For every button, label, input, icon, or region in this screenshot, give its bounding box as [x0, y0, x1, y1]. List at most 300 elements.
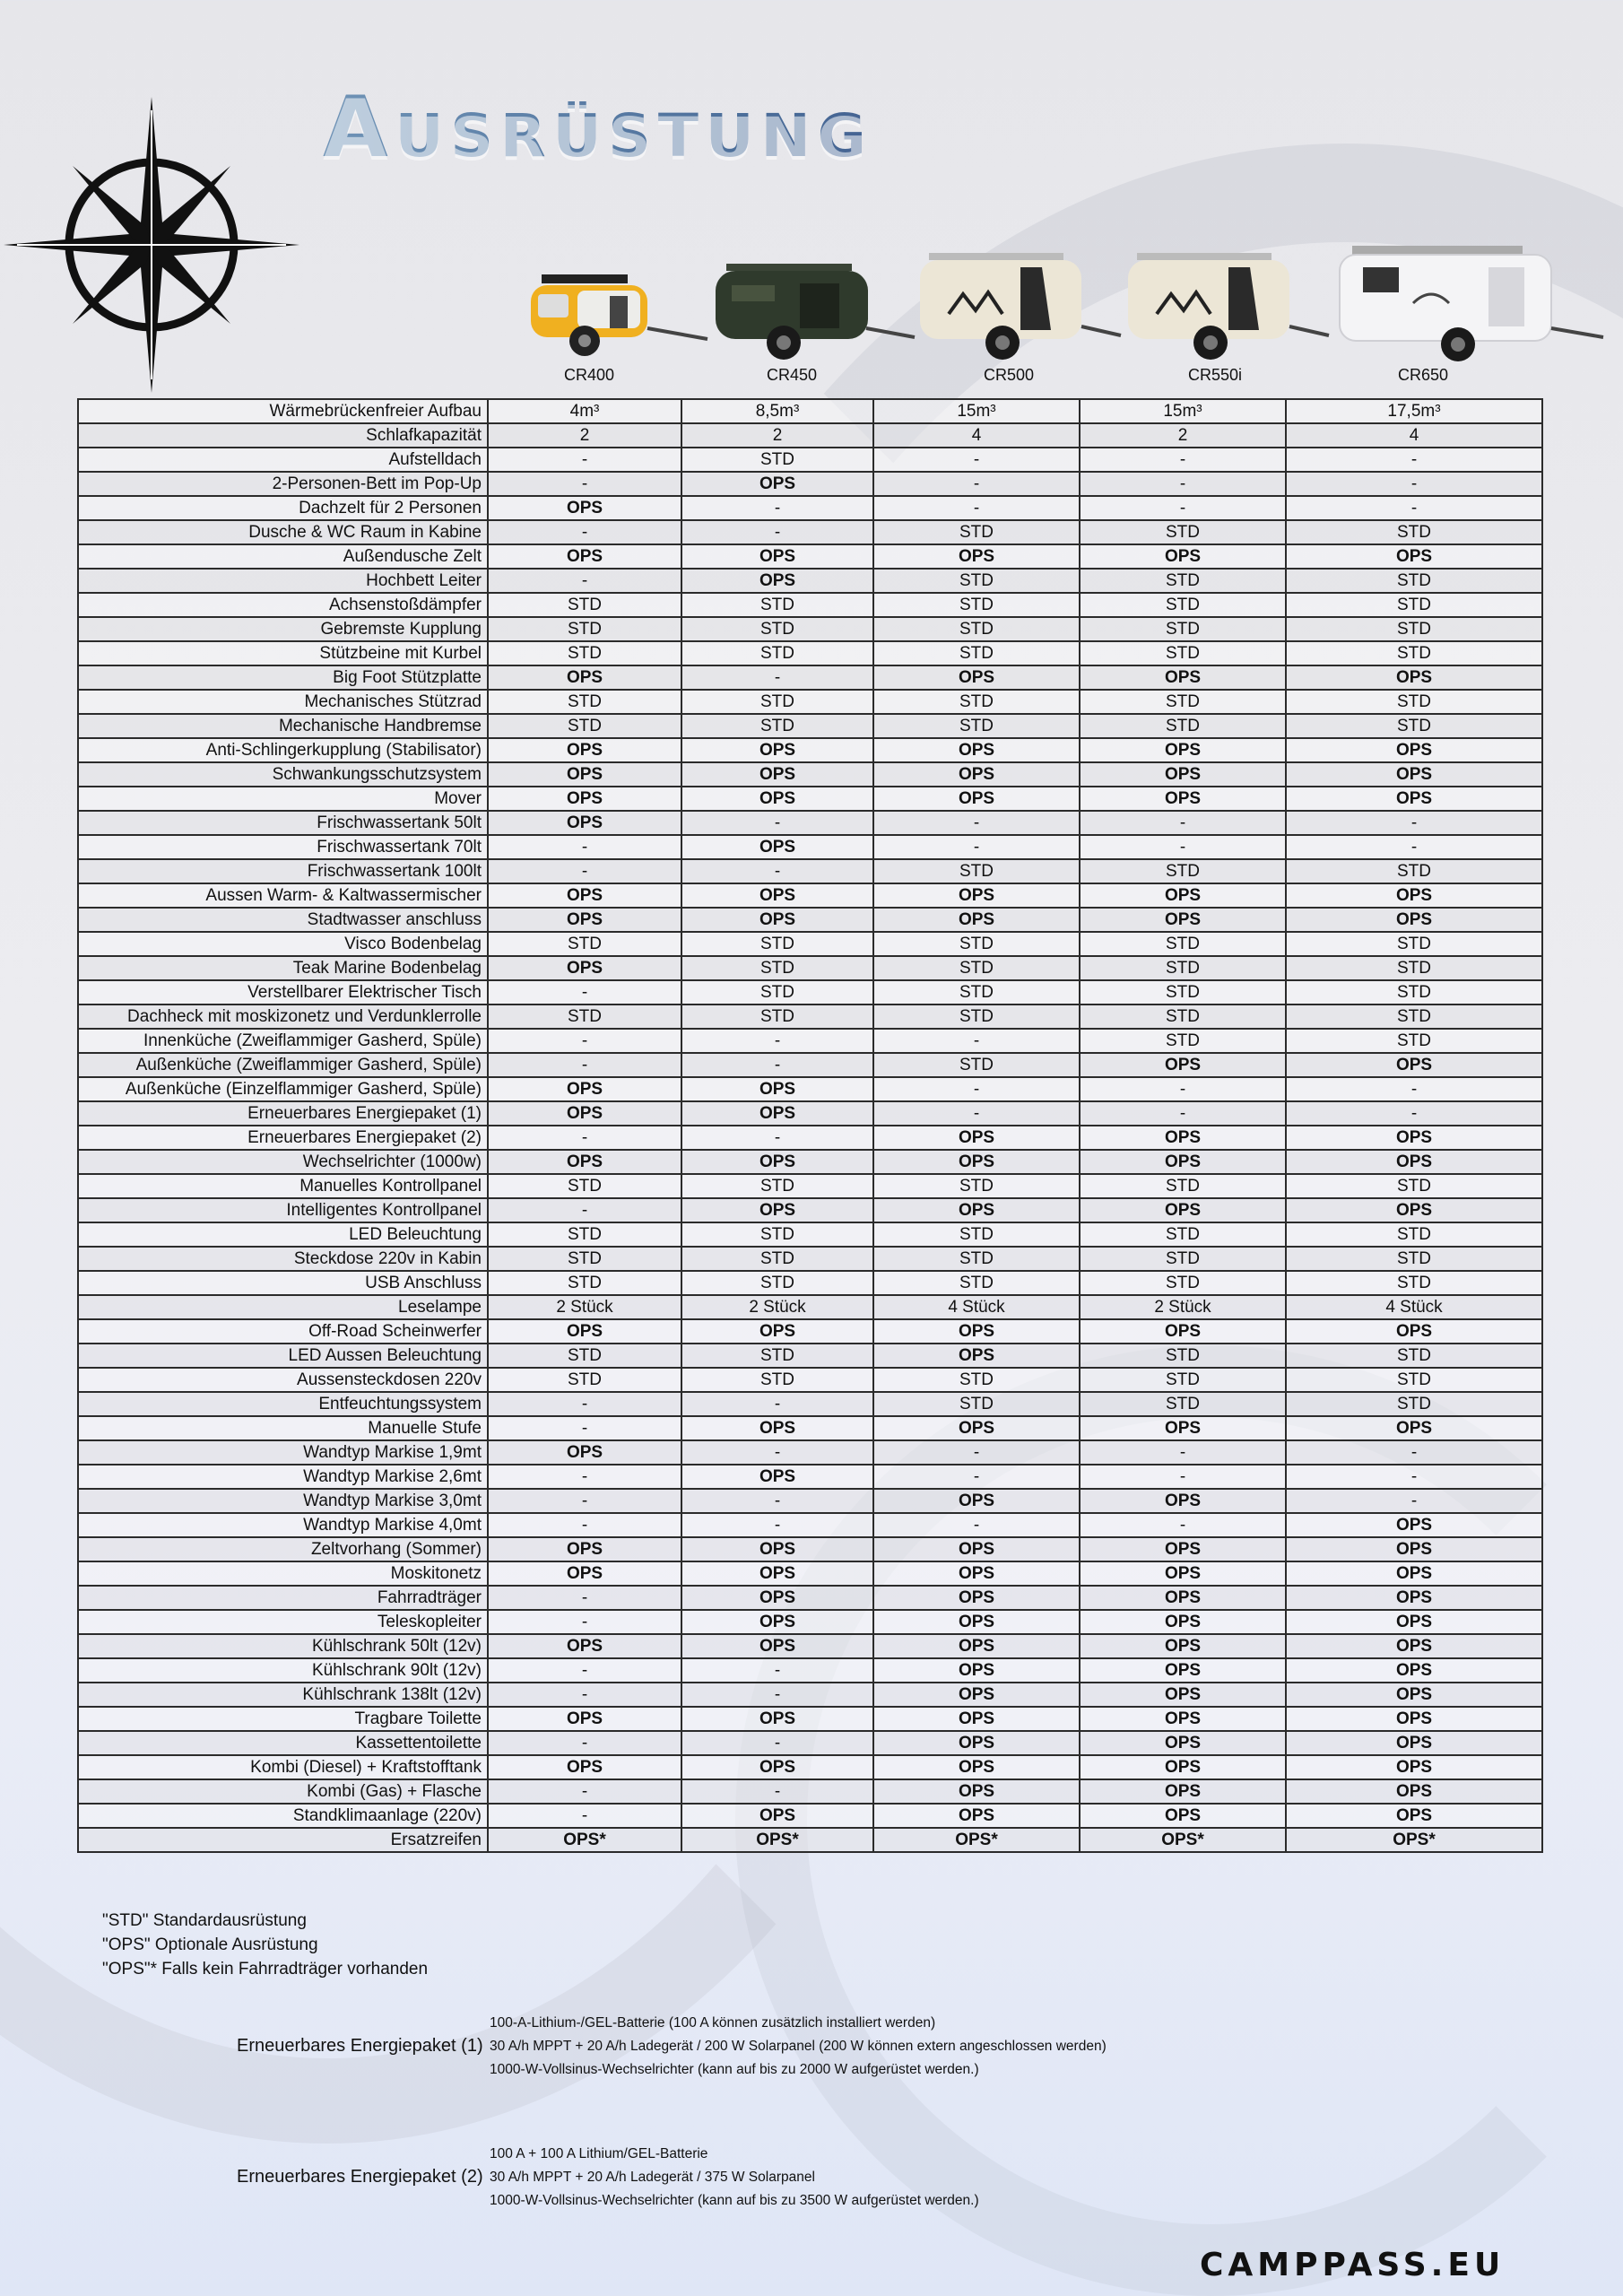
- value-cell-cr450: STD: [681, 1247, 873, 1271]
- value-cell-cr400: -: [488, 1513, 681, 1537]
- feature-name: Mechanische Handbremse: [78, 714, 488, 738]
- table-row: [78, 423, 1542, 448]
- value-cell-cr550i: STD: [1080, 1247, 1286, 1271]
- value-cell-cr400: -: [488, 1731, 681, 1755]
- value-cell-cr500: STD: [873, 641, 1080, 665]
- value-cell-cr500: STD: [873, 1368, 1080, 1392]
- package-2-label: Erneuerbares Energiepaket (2): [237, 2167, 483, 2187]
- value-cell-cr400: STD: [488, 1368, 681, 1392]
- table-row: [78, 980, 1542, 1004]
- trailer-cr400-image: [524, 240, 712, 373]
- value-cell-cr400: STD: [488, 1174, 681, 1198]
- value-cell-cr400: OPS: [488, 787, 681, 811]
- value-cell-cr400: -: [488, 1683, 681, 1707]
- table-row: [78, 1489, 1542, 1513]
- feature-name: Achsenstoßdämpfer: [78, 593, 488, 617]
- value-cell-cr400: -: [488, 1029, 681, 1053]
- value-cell-cr450: STD: [681, 1004, 873, 1029]
- value-cell-cr400: STD: [488, 1271, 681, 1295]
- value-cell-cr400: -: [488, 472, 681, 496]
- value-cell-cr400: -: [488, 1465, 681, 1489]
- value-cell-cr450: 8,5m³: [681, 399, 873, 423]
- value-cell-cr550i: OPS: [1080, 1804, 1286, 1828]
- value-cell-cr400: STD: [488, 714, 681, 738]
- value-cell-cr400: OPS: [488, 1755, 681, 1779]
- table-row: [78, 762, 1542, 787]
- table-row: [78, 1779, 1542, 1804]
- value-cell-cr550i: OPS: [1080, 1779, 1286, 1804]
- value-cell-cr450: OPS: [681, 1198, 873, 1222]
- value-cell-cr450: STD: [681, 1344, 873, 1368]
- value-cell-cr450: OPS: [681, 1707, 873, 1731]
- value-cell-cr500: OPS: [873, 738, 1080, 762]
- value-cell-cr450: OPS: [681, 569, 873, 593]
- value-cell-cr450: OPS: [681, 787, 873, 811]
- value-cell-cr650: -: [1286, 811, 1542, 835]
- value-cell-cr400: OPS: [488, 496, 681, 520]
- value-cell-cr450: -: [681, 496, 873, 520]
- feature-name: Kühlschrank 138lt (12v): [78, 1683, 488, 1707]
- value-cell-cr650: OPS: [1286, 1537, 1542, 1561]
- trailer-cr550i-image: [1124, 240, 1332, 373]
- value-cell-cr650: -: [1286, 1440, 1542, 1465]
- feature-name: Entfeuchtungssystem: [78, 1392, 488, 1416]
- value-cell-cr550i: STD: [1080, 1222, 1286, 1247]
- value-cell-cr650: OPS: [1286, 1683, 1542, 1707]
- model-label-cr650: CR650: [1397, 366, 1449, 384]
- value-cell-cr550i: -: [1080, 1513, 1286, 1537]
- value-cell-cr500: OPS: [873, 1126, 1080, 1150]
- value-cell-cr650: STD: [1286, 1004, 1542, 1029]
- value-cell-cr400: OPS*: [488, 1828, 681, 1852]
- value-cell-cr500: -: [873, 1029, 1080, 1053]
- value-cell-cr500: OPS: [873, 762, 1080, 787]
- value-cell-cr650: OPS: [1286, 908, 1542, 932]
- value-cell-cr400: 2 Stück: [488, 1295, 681, 1319]
- value-cell-cr650: -: [1286, 472, 1542, 496]
- value-cell-cr450: -: [681, 1683, 873, 1707]
- value-cell-cr500: OPS: [873, 1658, 1080, 1683]
- table-row: [78, 1610, 1542, 1634]
- value-cell-cr650: 4 Stück: [1286, 1295, 1542, 1319]
- value-cell-cr450: OPS: [681, 835, 873, 859]
- value-cell-cr650: -: [1286, 1465, 1542, 1489]
- model-label-cr450: CR450: [766, 366, 818, 384]
- value-cell-cr650: -: [1286, 1101, 1542, 1126]
- value-cell-cr550i: -: [1080, 1077, 1286, 1101]
- package-1-line: 1000-W-Vollsinus-Wechselrichter (kann auf bis zu 2000 W aufgerüstet werden.): [490, 2062, 979, 2077]
- value-cell-cr400: OPS: [488, 883, 681, 908]
- value-cell-cr550i: STD: [1080, 617, 1286, 641]
- value-cell-cr550i: OPS: [1080, 544, 1286, 569]
- table-row: [78, 1029, 1542, 1053]
- table-row: [78, 1198, 1542, 1222]
- value-cell-cr550i: -: [1080, 835, 1286, 859]
- package-1-details: [490, 2012, 1107, 2082]
- value-cell-cr450: STD: [681, 1222, 873, 1247]
- value-cell-cr550i: STD: [1080, 714, 1286, 738]
- feature-name: Visco Bodenbelag: [78, 932, 488, 956]
- feature-name: Erneuerbares Energiepaket (2): [78, 1126, 488, 1150]
- value-cell-cr400: -: [488, 1489, 681, 1513]
- brand-logo: CAMPPASS.EU: [1200, 2247, 1506, 2283]
- value-cell-cr450: -: [681, 665, 873, 690]
- value-cell-cr650: OPS: [1286, 1610, 1542, 1634]
- value-cell-cr650: OPS: [1286, 1707, 1542, 1731]
- table-row: [78, 520, 1542, 544]
- feature-name: Stützbeine mit Kurbel: [78, 641, 488, 665]
- value-cell-cr450: -: [681, 1658, 873, 1683]
- value-cell-cr450: -: [681, 1029, 873, 1053]
- value-cell-cr450: OPS: [681, 1077, 873, 1101]
- value-cell-cr400: OPS: [488, 1634, 681, 1658]
- value-cell-cr450: STD: [681, 641, 873, 665]
- value-cell-cr550i: STD: [1080, 1344, 1286, 1368]
- package-2-line: 1000-W-Vollsinus-Wechselrichter (kann auf bis zu 3500 W aufgerüstet werden.): [490, 2193, 979, 2208]
- table-row: [78, 1537, 1542, 1561]
- feature-name: Steckdose 220v in Kabin: [78, 1247, 488, 1271]
- value-cell-cr550i: OPS: [1080, 883, 1286, 908]
- table-row: [78, 738, 1542, 762]
- value-cell-cr550i: -: [1080, 811, 1286, 835]
- value-cell-cr550i: OPS: [1080, 1319, 1286, 1344]
- value-cell-cr550i: -: [1080, 1101, 1286, 1126]
- value-cell-cr450: OPS: [681, 1150, 873, 1174]
- value-cell-cr500: STD: [873, 1247, 1080, 1271]
- value-cell-cr400: OPS: [488, 665, 681, 690]
- value-cell-cr650: OPS: [1286, 1658, 1542, 1683]
- value-cell-cr500: OPS: [873, 908, 1080, 932]
- table-row: [78, 908, 1542, 932]
- table-row: [78, 1804, 1542, 1828]
- value-cell-cr400: OPS: [488, 1707, 681, 1731]
- feature-name: Anti-Schlingerkupplung (Stabilisator): [78, 738, 488, 762]
- value-cell-cr450: OPS: [681, 544, 873, 569]
- package-2-details: [490, 2143, 979, 2213]
- table-row: [78, 932, 1542, 956]
- value-cell-cr450: -: [681, 1513, 873, 1537]
- feature-name: Tragbare Toilette: [78, 1707, 488, 1731]
- value-cell-cr450: OPS: [681, 1537, 873, 1561]
- feature-name: Dusche & WC Raum in Kabine: [78, 520, 488, 544]
- value-cell-cr400: STD: [488, 641, 681, 665]
- value-cell-cr500: OPS*: [873, 1828, 1080, 1852]
- value-cell-cr550i: STD: [1080, 1392, 1286, 1416]
- equipment-table: [77, 398, 1543, 1853]
- value-cell-cr550i: OPS: [1080, 1198, 1286, 1222]
- table-row: [78, 1126, 1542, 1150]
- feature-name: Wandtyp Markise 2,6mt: [78, 1465, 488, 1489]
- value-cell-cr400: 4m³: [488, 399, 681, 423]
- feature-name: Kombi (Gas) + Flasche: [78, 1779, 488, 1804]
- value-cell-cr400: STD: [488, 690, 681, 714]
- value-cell-cr500: STD: [873, 690, 1080, 714]
- value-cell-cr550i: STD: [1080, 1004, 1286, 1029]
- value-cell-cr400: -: [488, 1586, 681, 1610]
- value-cell-cr450: OPS: [681, 1755, 873, 1779]
- feature-name: Wärmebrückenfreier Aufbau: [78, 399, 488, 423]
- value-cell-cr550i: 15m³: [1080, 399, 1286, 423]
- value-cell-cr450: STD: [681, 690, 873, 714]
- table-row: [78, 544, 1542, 569]
- value-cell-cr550i: OPS: [1080, 1707, 1286, 1731]
- value-cell-cr500: STD: [873, 1174, 1080, 1198]
- value-cell-cr550i: OPS: [1080, 1683, 1286, 1707]
- value-cell-cr450: 2: [681, 423, 873, 448]
- value-cell-cr550i: STD: [1080, 1174, 1286, 1198]
- value-cell-cr400: -: [488, 859, 681, 883]
- value-cell-cr400: STD: [488, 1344, 681, 1368]
- value-cell-cr500: -: [873, 496, 1080, 520]
- value-cell-cr650: OPS: [1286, 1731, 1542, 1755]
- legend: [102, 1909, 428, 1981]
- value-cell-cr400: OPS: [488, 1561, 681, 1586]
- value-cell-cr500: OPS: [873, 1319, 1080, 1344]
- value-cell-cr550i: 2: [1080, 423, 1286, 448]
- table-row: [78, 690, 1542, 714]
- table-row: [78, 641, 1542, 665]
- value-cell-cr650: OPS: [1286, 1779, 1542, 1804]
- trailer-cr650-image: [1332, 240, 1607, 373]
- feature-name: Teak Marine Bodenbelag: [78, 956, 488, 980]
- feature-name: Schwankungsschutzsystem: [78, 762, 488, 787]
- value-cell-cr500: OPS: [873, 544, 1080, 569]
- value-cell-cr450: STD: [681, 1174, 873, 1198]
- value-cell-cr400: OPS: [488, 1077, 681, 1101]
- feature-name: Dachzelt für 2 Personen: [78, 496, 488, 520]
- value-cell-cr500: OPS: [873, 1804, 1080, 1828]
- feature-name: Kühlschrank 90lt (12v): [78, 1658, 488, 1683]
- feature-name: Leselampe: [78, 1295, 488, 1319]
- value-cell-cr400: 2: [488, 423, 681, 448]
- value-cell-cr400: OPS: [488, 1537, 681, 1561]
- table-row: [78, 1513, 1542, 1537]
- feature-name: Kombi (Diesel) + Kraftstofftank: [78, 1755, 488, 1779]
- value-cell-cr650: OPS: [1286, 738, 1542, 762]
- value-cell-cr650: STD: [1286, 617, 1542, 641]
- value-cell-cr500: OPS: [873, 1198, 1080, 1222]
- value-cell-cr650: STD: [1286, 1222, 1542, 1247]
- value-cell-cr650: STD: [1286, 641, 1542, 665]
- value-cell-cr450: -: [681, 811, 873, 835]
- value-cell-cr500: 4 Stück: [873, 1295, 1080, 1319]
- value-cell-cr650: -: [1286, 1077, 1542, 1101]
- value-cell-cr500: OPS: [873, 665, 1080, 690]
- value-cell-cr550i: STD: [1080, 1368, 1286, 1392]
- value-cell-cr650: STD: [1286, 980, 1542, 1004]
- value-cell-cr650: STD: [1286, 932, 1542, 956]
- legend-std: "STD" Standardausrüstung: [102, 1911, 307, 1930]
- value-cell-cr500: 15m³: [873, 399, 1080, 423]
- value-cell-cr650: STD: [1286, 859, 1542, 883]
- value-cell-cr650: STD: [1286, 593, 1542, 617]
- value-cell-cr500: OPS: [873, 1755, 1080, 1779]
- value-cell-cr550i: STD: [1080, 520, 1286, 544]
- feature-name: Wandtyp Markise 3,0mt: [78, 1489, 488, 1513]
- value-cell-cr450: OPS: [681, 1586, 873, 1610]
- value-cell-cr500: OPS: [873, 1150, 1080, 1174]
- value-cell-cr550i: STD: [1080, 859, 1286, 883]
- table-row: [78, 1368, 1542, 1392]
- feature-name: Kassettentoilette: [78, 1731, 488, 1755]
- value-cell-cr650: OPS: [1286, 1198, 1542, 1222]
- value-cell-cr550i: OPS: [1080, 787, 1286, 811]
- value-cell-cr550i: OPS: [1080, 1634, 1286, 1658]
- value-cell-cr400: OPS: [488, 738, 681, 762]
- feature-name: Frischwassertank 50lt: [78, 811, 488, 835]
- value-cell-cr400: OPS: [488, 1440, 681, 1465]
- value-cell-cr500: -: [873, 835, 1080, 859]
- value-cell-cr450: STD: [681, 448, 873, 472]
- value-cell-cr500: OPS: [873, 1416, 1080, 1440]
- feature-name: Moskitonetz: [78, 1561, 488, 1586]
- value-cell-cr550i: OPS: [1080, 665, 1286, 690]
- package-1-line: 100-A-Lithium-/GEL-Batterie (100 A können zusätzlich installiert werden): [490, 2015, 936, 2031]
- value-cell-cr500: -: [873, 1101, 1080, 1126]
- feature-name: Hochbett Leiter: [78, 569, 488, 593]
- value-cell-cr400: -: [488, 569, 681, 593]
- value-cell-cr450: -: [681, 1053, 873, 1077]
- value-cell-cr400: -: [488, 835, 681, 859]
- value-cell-cr650: OPS: [1286, 1634, 1542, 1658]
- value-cell-cr450: OPS*: [681, 1828, 873, 1852]
- value-cell-cr400: OPS: [488, 811, 681, 835]
- table-row: [78, 956, 1542, 980]
- value-cell-cr500: OPS: [873, 1586, 1080, 1610]
- value-cell-cr500: STD: [873, 1004, 1080, 1029]
- value-cell-cr650: 17,5m³: [1286, 399, 1542, 423]
- value-cell-cr650: STD: [1286, 1271, 1542, 1295]
- table-row: [78, 1053, 1542, 1077]
- feature-name: Intelligentes Kontrollpanel: [78, 1198, 488, 1222]
- feature-name: Schlafkapazität: [78, 423, 488, 448]
- value-cell-cr650: -: [1286, 1489, 1542, 1513]
- value-cell-cr500: -: [873, 811, 1080, 835]
- feature-name: Innenküche (Zweiflammiger Gasherd, Spüle): [78, 1029, 488, 1053]
- feature-name: Teleskopleiter: [78, 1610, 488, 1634]
- value-cell-cr650: OPS: [1286, 1804, 1542, 1828]
- table-row: [78, 593, 1542, 617]
- value-cell-cr400: -: [488, 448, 681, 472]
- value-cell-cr650: OPS: [1286, 883, 1542, 908]
- value-cell-cr400: STD: [488, 932, 681, 956]
- table-row: [78, 1586, 1542, 1610]
- table-row: [78, 1440, 1542, 1465]
- value-cell-cr650: OPS: [1286, 1586, 1542, 1610]
- feature-name: Erneuerbares Energiepaket (1): [78, 1101, 488, 1126]
- value-cell-cr650: OPS: [1286, 787, 1542, 811]
- value-cell-cr450: STD: [681, 1271, 873, 1295]
- value-cell-cr500: STD: [873, 1222, 1080, 1247]
- value-cell-cr450: OPS: [681, 472, 873, 496]
- value-cell-cr650: STD: [1286, 1029, 1542, 1053]
- feature-name: Frischwassertank 100lt: [78, 859, 488, 883]
- model-label-cr400: CR400: [563, 366, 615, 384]
- table-row: [78, 496, 1542, 520]
- value-cell-cr500: STD: [873, 593, 1080, 617]
- value-cell-cr650: OPS: [1286, 544, 1542, 569]
- table-row: [78, 859, 1542, 883]
- feature-name: Wandtyp Markise 4,0mt: [78, 1513, 488, 1537]
- table-row: [78, 1101, 1542, 1126]
- table-row: [78, 1828, 1542, 1852]
- value-cell-cr500: -: [873, 1513, 1080, 1537]
- value-cell-cr550i: STD: [1080, 690, 1286, 714]
- feature-name: Aufstelldach: [78, 448, 488, 472]
- value-cell-cr500: -: [873, 472, 1080, 496]
- table-row: [78, 665, 1542, 690]
- value-cell-cr650: OPS: [1286, 762, 1542, 787]
- feature-name: Verstellbarer Elektrischer Tisch: [78, 980, 488, 1004]
- value-cell-cr550i: OPS: [1080, 1126, 1286, 1150]
- value-cell-cr550i: STD: [1080, 956, 1286, 980]
- value-cell-cr650: OPS*: [1286, 1828, 1542, 1852]
- feature-name: Off-Road Scheinwerfer: [78, 1319, 488, 1344]
- value-cell-cr550i: STD: [1080, 932, 1286, 956]
- value-cell-cr450: -: [681, 859, 873, 883]
- feature-name: Manuelles Kontrollpanel: [78, 1174, 488, 1198]
- table-row: [78, 883, 1542, 908]
- value-cell-cr650: OPS: [1286, 665, 1542, 690]
- table-row: [78, 617, 1542, 641]
- model-label-cr550i: CR550i: [1187, 366, 1243, 384]
- table-row: [78, 1271, 1542, 1295]
- value-cell-cr550i: OPS: [1080, 1731, 1286, 1755]
- value-cell-cr650: STD: [1286, 956, 1542, 980]
- value-cell-cr400: STD: [488, 593, 681, 617]
- value-cell-cr500: STD: [873, 932, 1080, 956]
- value-cell-cr400: STD: [488, 1222, 681, 1247]
- value-cell-cr550i: STD: [1080, 1271, 1286, 1295]
- value-cell-cr500: OPS: [873, 1489, 1080, 1513]
- value-cell-cr650: STD: [1286, 1247, 1542, 1271]
- value-cell-cr550i: -: [1080, 448, 1286, 472]
- value-cell-cr500: OPS: [873, 1634, 1080, 1658]
- feature-name: Frischwassertank 70lt: [78, 835, 488, 859]
- value-cell-cr450: -: [681, 1489, 873, 1513]
- feature-name: Zeltvorhang (Sommer): [78, 1537, 488, 1561]
- value-cell-cr650: -: [1286, 448, 1542, 472]
- value-cell-cr450: OPS: [681, 1804, 873, 1828]
- value-cell-cr650: -: [1286, 496, 1542, 520]
- value-cell-cr450: OPS: [681, 1465, 873, 1489]
- value-cell-cr450: OPS: [681, 1634, 873, 1658]
- value-cell-cr500: OPS: [873, 1731, 1080, 1755]
- value-cell-cr400: STD: [488, 617, 681, 641]
- value-cell-cr500: STD: [873, 859, 1080, 883]
- feature-name: Fahrradträger: [78, 1586, 488, 1610]
- feature-name: LED Aussen Beleuchtung: [78, 1344, 488, 1368]
- table-row: [78, 835, 1542, 859]
- value-cell-cr400: OPS: [488, 1101, 681, 1126]
- value-cell-cr550i: -: [1080, 472, 1286, 496]
- value-cell-cr550i: -: [1080, 1440, 1286, 1465]
- value-cell-cr500: OPS: [873, 1707, 1080, 1731]
- value-cell-cr550i: -: [1080, 496, 1286, 520]
- feature-name: Aussen Warm- & Kaltwassermischer: [78, 883, 488, 908]
- feature-name: Ersatzreifen: [78, 1828, 488, 1852]
- model-label-cr500: CR500: [983, 366, 1035, 384]
- value-cell-cr450: OPS: [681, 762, 873, 787]
- value-cell-cr400: OPS: [488, 956, 681, 980]
- table-row: [78, 1174, 1542, 1198]
- table-row: [78, 787, 1542, 811]
- table-row: [78, 1344, 1542, 1368]
- value-cell-cr450: OPS: [681, 908, 873, 932]
- table-row: [78, 448, 1542, 472]
- table-row: [78, 1416, 1542, 1440]
- value-cell-cr400: -: [488, 1053, 681, 1077]
